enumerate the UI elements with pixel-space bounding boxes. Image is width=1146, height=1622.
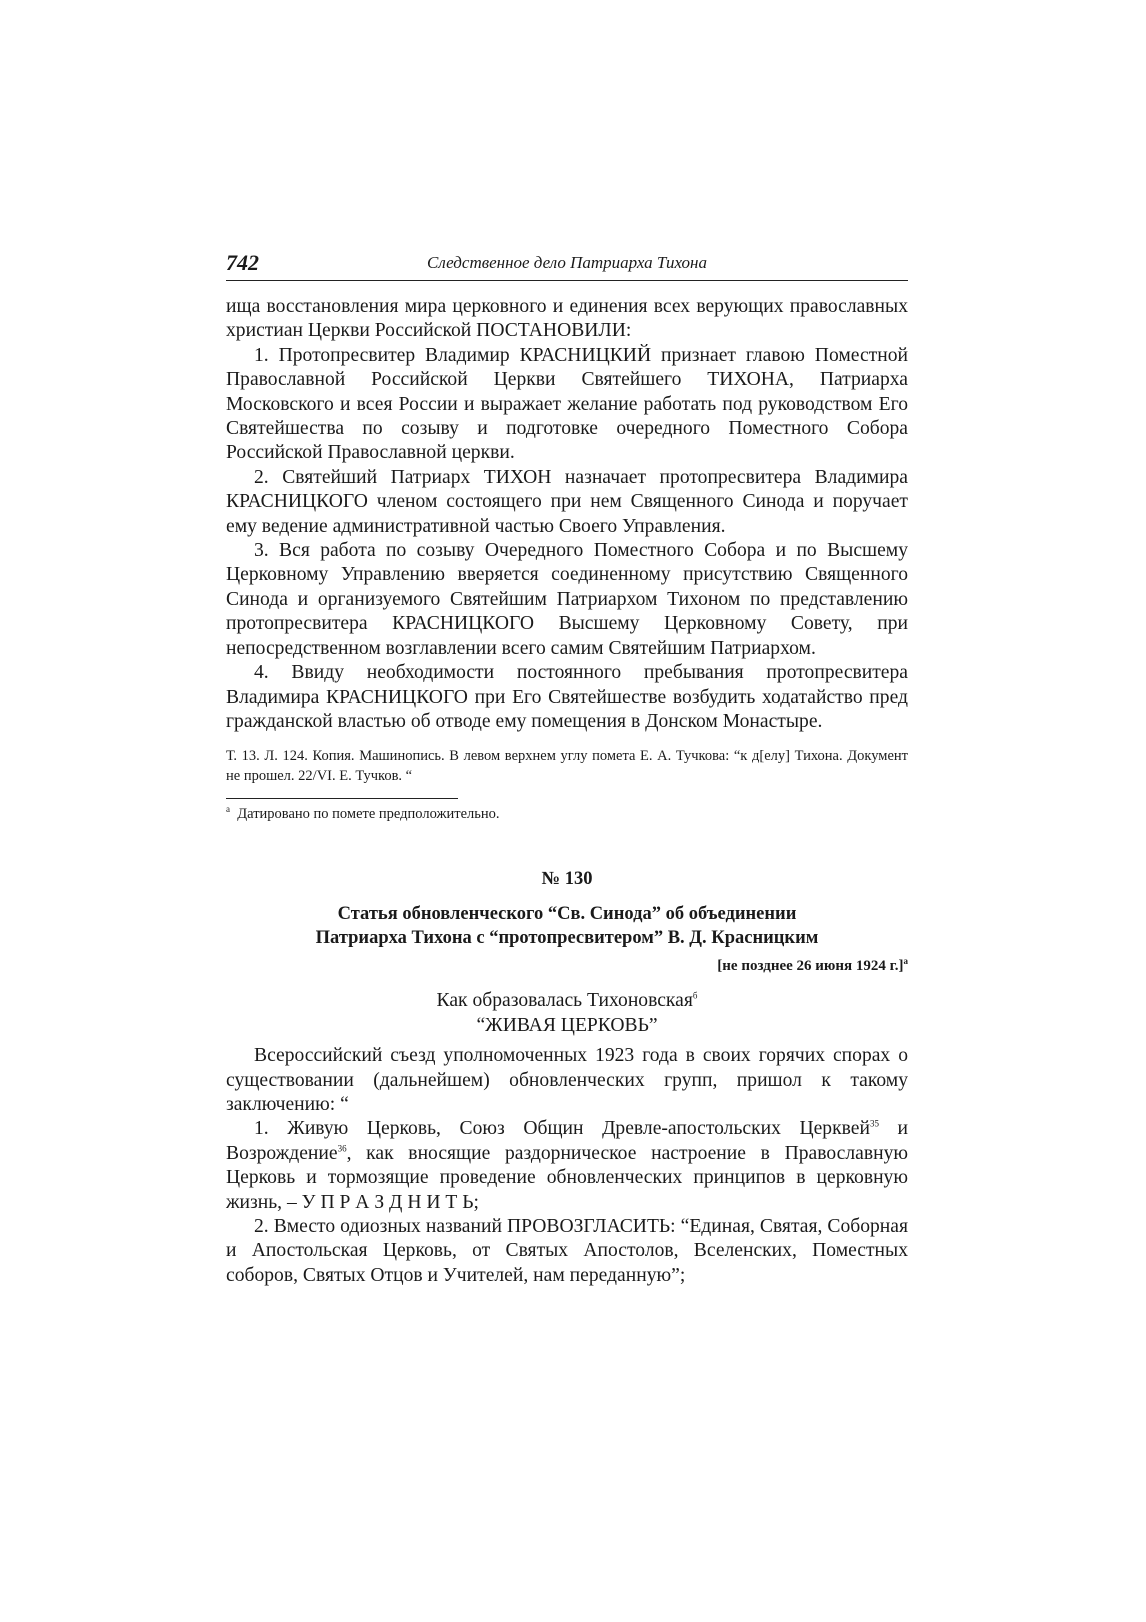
archival-source-note: Т. 13. Л. 124. Копия. Машинопись. В левом верхнем углу помета Е. А. Тучкова: “к д[елу] Тихона. Документ не прошел. 22/VI. Е. Тучков. “ (226, 748, 908, 785)
footnote-divider (226, 798, 458, 799)
article-item-2: 2. Вместо одиозных названий ПРОВОЗГЛАСИТЬ: “Единая, Святая, Соборная и Апостольская Церковь, от Святых Апостолов, Вселенских, Поместных соборов, Святых Отцов и Учителей, нам переданную”; (226, 1215, 908, 1286)
article-text (226, 1044, 908, 1288)
article-item-1 (226, 1117, 908, 1215)
paragraph-continuation: ища восстановления мира церковного и единения всех верующих православных христиан Церкви Российской ПОСТАНОВИЛИ: (226, 296, 908, 342)
document-title (226, 902, 908, 950)
heading-footnote-marker: б (692, 990, 698, 1001)
footnote-marker: а (226, 804, 230, 815)
article-heading-line-2: “ЖИВАЯ ЦЕРКОВЬ” (476, 1014, 658, 1036)
document-date (226, 958, 908, 975)
page-number: 742 (226, 250, 259, 275)
article-item-1-part-b: и Возрождение (226, 1118, 908, 1164)
resolution-item-4: 4. Ввиду необходимости постоянного пребывания протопресвитера Владимира КРАСНИЦКОГО при Его Святейшестве возбудить ходатайство пред гражданской властью об отводе ему помещения в Донском Монастыре. (226, 662, 908, 732)
article-heading-text: Как образовалась Тихоновская (436, 990, 693, 1012)
resolution-item-2: 2. Святейший Патриарх ТИХОН назначает протопресвитера Владимира КРАСНИЦКОГО членом состоящего при нем Священного Синода и поручает ему ведение административной частью Своего Управления. (226, 466, 908, 537)
article-heading (226, 989, 908, 1038)
book-page (226, 250, 908, 1288)
document-number: № 130 (541, 869, 593, 890)
page-header (226, 250, 908, 281)
endnote-35: 35 (869, 1118, 879, 1129)
date-footnote-marker: а (903, 956, 908, 967)
document-title-line-2: Патриарха Тихона с “протопресвитером” В. Д. Красницким (315, 928, 819, 949)
footnote (226, 805, 908, 823)
previous-document-text (226, 295, 908, 734)
article-item-1-part-c: , как вносящие раздорническое настроение в Православную Церковь и тормозящие проведение обновленческих принципов в церковную жизнь, – У П Р А З Д Н И Т Ь; (226, 1142, 908, 1213)
article-heading-line-1 (226, 989, 908, 1013)
article-paragraph-1: Всероссийский съезд уполномоченных 1923 года в своих горячих спорах о существовании (дальнейшем) обновленческих групп, пришол к такому заключению: “ (226, 1045, 908, 1115)
resolution-item-1: 1. Протопресвитер Владимир КРАСНИЦКИЙ признает главою Поместной Православной Российской Церкви Святейшего ТИХОНА, Патриарха Московского и всея России и выражает желание работать под руководством Его Святейшества по созыву и подготовке очередного Поместного Собора Российской Православной церкви. (226, 344, 908, 464)
running-title: Следственное дело Патриарха Тихона (427, 253, 707, 272)
article-item-1-part-a: 1. Живую Церковь, Союз Общин Древле-апостольских Церквей (254, 1118, 870, 1140)
document-title-line-1: Статья обновленческого “Св. Синода” об объединении (337, 904, 797, 925)
document-date-text: [не позднее 26 июня 1924 г.] (717, 958, 904, 975)
footnote-text: Датировано по помете предположительно. (237, 806, 500, 823)
resolution-item-3: 3. Вся работа по созыву Очередного Поместного Собора и по Высшему Церковному Управлению вверяется соединенному присутствию Священного Синода и организуемого Святейшим Патриархом Тихоном по представлению протопресвитера КРАСНИЦКОГО Высшему Церковному Совету, при непосредственном возглавлении всего самим Святейшим Патриархом. (226, 540, 908, 659)
endnote-36: 36 (337, 1143, 347, 1154)
